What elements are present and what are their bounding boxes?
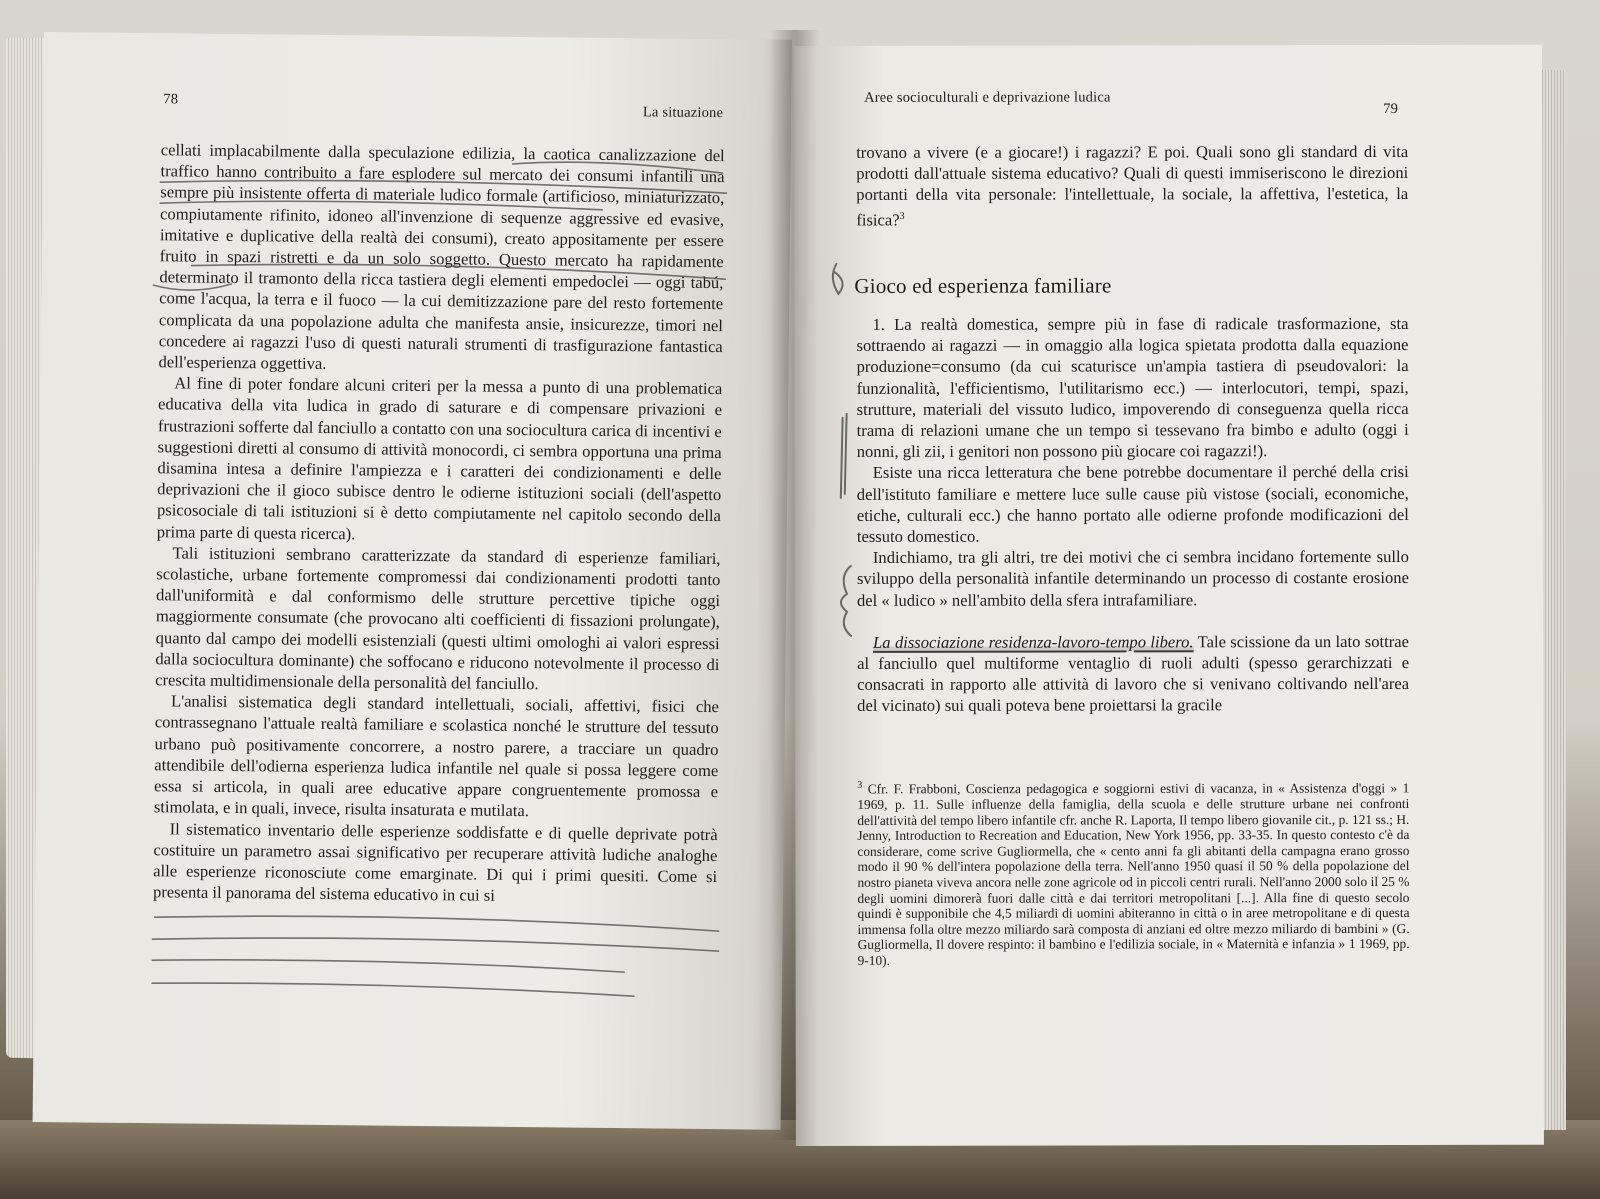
- left-body-text: [153, 139, 725, 908]
- right-intro-paragraph: [856, 141, 1408, 230]
- section-heading: Gioco ed esperienza familiare: [854, 273, 1112, 298]
- left-paragraph-1: cellati implacabilmente dalla speculazione edilizia, la caotica canalizzazione del traffico hanno contribuito a fare esplodere sul mercato dei consumi infantili una sempre più insistente offerta di materiale ludico formale (artificioso, miniaturizzato, compiutamente rifinito, idoneo all'invenzione di sequenze aggressive ed evasive, imitative e duplicative della realtà dei consumi), creato appositamente per essere fruito in spazi ristretti e da un solo soggetto. Questo mercato ha rapidamente determinato il tramonto della ricca tastiera degli elementi empedoclei — oggi tabú, come l'acqua, la terra e il fuoco — la cui demitizzazione pare del resto fortemente complicata da una popolazione adulta che manifesta ansie, insicurezze, timori nel concedere ai ragazzi l'uso di questi naturali strumenti di trasfigurazione fantastica dell'esperienza oggettiva.: [158, 140, 725, 374]
- underline-mark: [152, 982, 634, 996]
- right-paragraph-1: 1. La realtà domestica, sempre più in fase di radicale trasformazione, sta sottraendo ai ragazzi — in omaggio alla logica spietata prodotta dalla equazione produzione=consumo (da cui scaturisce un'ampia tastiera di pseudovalori: la funzionalità, l'efficientismo, l'utilitarismo ecc.) — interlocutori, tempi, spazi, strutture, materiali del vissuto ludico, impoverendo di conseguenza quella ricca trama di relazioni umane che un tempo si tessevano fra bimbo e adulto (oggi i nonni, gli zii, i genitori non possono più giocare coi ragazzi!).: [856, 313, 1409, 462]
- left-paragraph-4: L'analisi sistematica degli standard intellettuali, sociali, affettivi, fisici che contrassegnano l'attuale realtà familiare e scolastica nonché le strutture del tessuto urbano può positivamente concorrere, a nostro parere, a tracciare un quadro attendibile dell'odierna esperienza ludica infantile nel quale si possa leggere come essa si articola, in quali aree educative appare congruentemente promossa e stimolata, e in quali, invece, risulta insaturata e mutilata.: [153, 691, 720, 821]
- subsection-title: La dissociazione residenza-lavoro-tempo libero.: [873, 632, 1194, 652]
- right-page: [794, 45, 1544, 1146]
- right-body-text: [856, 313, 1409, 717]
- subsection-text: Tale scissione da un lato sottrae al fanciullo quel multiforme ventaglio di ruoli adulti (spesso gerarchizzati e consacrati in rapporto alle attività di lavoro che si venivano coltivando nell'area del vicinato) sui quali poteva bene proiettarsi la gracile: [857, 631, 1410, 716]
- left-paragraph-2: Al fine di poter fondare alcuni criteri per la messa a punto di una problematica educativa della vita ludica in grado di saturare e di compensare privazioni e frustrazioni sofferte dal fanciullo a contatto con una sociocultura carica di incentivi e suggestioni diretti al consumo di attività monocordi, ci sembra opportuna una prima disamina intesa a definire l'ampiezza e i caratteri dei condizionamenti e delle deprivazioni che il gioco subisce dentro le odierne istituzioni sociali (dell'aspetto psicosociale di tali istituzioni si è detto compiutamente nel capitolo secondo della prima parte di questa ricerca).: [156, 373, 723, 543]
- margin-mark: [833, 264, 843, 294]
- footnote-reference: 3: [899, 210, 905, 222]
- underline-mark: [155, 915, 719, 932]
- right-subsection: [857, 631, 1409, 717]
- underline-mark: [152, 959, 624, 972]
- footnote-mark: 3: [857, 779, 863, 791]
- left-page: [33, 32, 792, 1130]
- right-intro-text: [856, 141, 1408, 230]
- left-paragraph-3: Tali istituzioni sembrano caratterizzate da standard di esperienze familiari, scolastiche, urbane fortemente compromessi dai condizionamenti prodotti tanto dall'uniformità e dal conformismo delle strutture percettive tipiche oggi maggiormente consumate (che provocano alti coefficienti di fissazioni prolungate), quanto dal campo dei modelli esistenziali (questi ultimi omologhi ai valori espressi dalla sociocultura dominante) che soffocano e riducono notevolmente il processo di crescita multidimensionale della personalità del fanciullo.: [155, 543, 721, 694]
- right-page-number: 79: [1383, 100, 1399, 117]
- left-running-head: La situazione: [642, 104, 724, 122]
- margin-bar: [841, 418, 843, 498]
- margin-brace: [841, 566, 851, 636]
- right-paragraph-3: Indichiamo, tra gli altri, tre dei motivi che ci sembra incidano fortemente sullo sviluppo della personalità infantile determinando un processo di costante erosione del « ludico » nell'ambito della sfera intrafamiliare.: [856, 547, 1409, 610]
- footnote: [857, 777, 1409, 969]
- right-running-head: Aree socioculturali e deprivazione ludica: [864, 89, 1111, 106]
- page-stack-right: [1540, 70, 1566, 1130]
- margin-bar: [845, 414, 847, 494]
- left-paragraph-5: Il sistematico inventario delle esperienze soddisfatte e di quelle deprivate potrà costituire un parametro assai significativo per recuperare attività ludiche analoghe alle esperienze riconosciute come emarginate. Di qui i primi quesiti. Come si presenta il panorama del sistema educativo in cui si: [152, 818, 718, 905]
- right-paragraph-2: Esiste una ricca letteratura che bene potrebbe documentare il perché della crisi dell'istituto familiare e mettere luce sulle cause più vistose (sociali, economiche, etiche, culturali ecc.) che hanno portato alle odierne profonde modificazioni del tessuto domestico.: [856, 462, 1409, 546]
- paragraph-spacer: [857, 610, 1409, 632]
- left-page-number: 78: [163, 91, 179, 108]
- underline-mark: [152, 936, 718, 951]
- right-intro-sentence: trovano a vivere (e a giocare!) i ragazzi? E poi. Quali sono gli standard di vita prodotti dall'attuale sistema educativo? Quali di questi immiseriscono le direzioni portanti della vita personale: l'intellettuale, la sociale, la affettiva, l'estetica, la fisica?: [856, 141, 1409, 230]
- footnote-text: Cfr. F. Frabboni, Coscienza pedagogica e soggiorni estivi di vacanza, in « Assistenza d'oggi » 1 1969, p. 11. Sulle influenze della famiglia, della scuola e delle strutture urbane nei confronti dell'attività del tempo libero infantile cfr. anche R. Laporta, Il tempo libero giovanile cit., p. 121 ss.; H. Jenny, Introduction to Recreation and Education, New York 1956, pp. 33-35. In questo contesto c'è da considerare, come scrive Gugliormella, che « cento anni fa gli abitanti della campagna erano grosso modo il 90 % dell'intera popolazione della terra. Nell'anno 1950 quasi il 50 % della popolazione del nostro pianeta viveva ancora nelle zone agricole od in piccoli centri rurali. Nell'anno 2000 solo il 25 % degli uomini dimorerà fuori dalle città e dai territori metropolitani [...]. Alla fine di questo secolo quindi è supponibile che 4,5 miliardi di uomini abiteranno in città o in aree metropolitane e di questa immensa folla oltre mezzo miliardo sarà composta di anziani ed oltre mezzo miliardo di bambini » (G. Gugliormella, Il dovere respinto: il bambino e l'edilizia sociale, in « Maternità e infanzia » 1 1969, pp. 9-10).: [857, 780, 1410, 968]
